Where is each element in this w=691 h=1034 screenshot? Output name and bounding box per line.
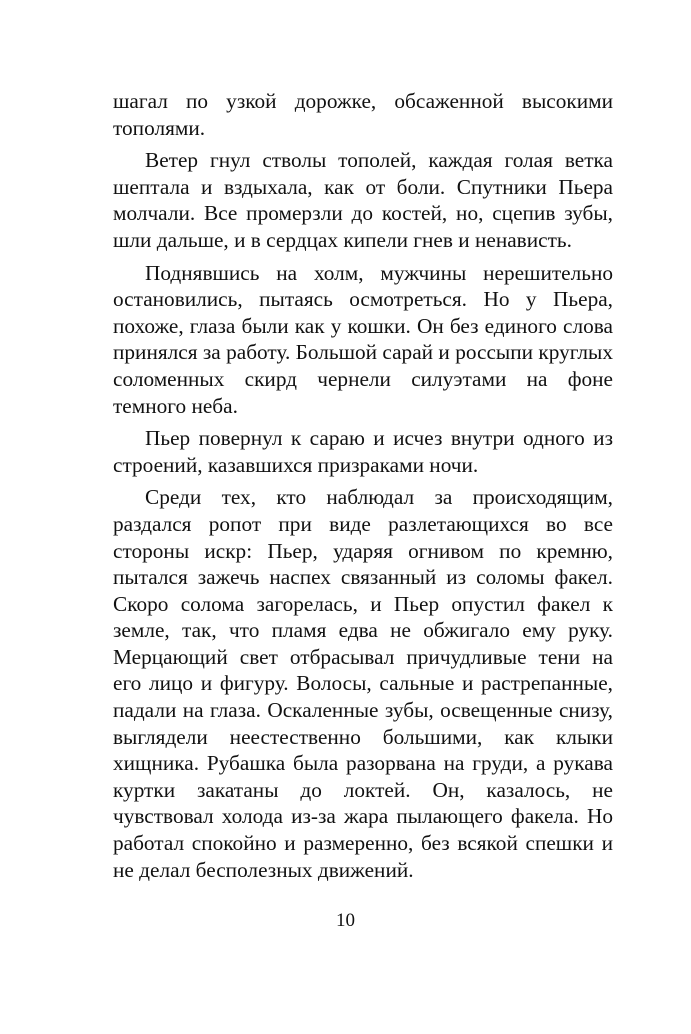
paragraph-4: Пьер повернул к сараю и исчез внутри одного из строений, казавшихся призраками ночи. <box>113 426 613 477</box>
paragraph-3: Поднявшись на холм, мужчины нерешительно остановились, пытаясь осмотреться. Но у Пьера, похоже, глаза были как у кошки. Он без единого слова принялся за работу. Большой сарай и россыпи круглых соломенных скирд чернели силуэтами на фоне темного неба. <box>113 260 613 418</box>
paragraph-5: Среди тех, кто наблюдал за происходящим, раздался ропот при виде разлетающихся во все стороны искр: Пьер, ударяя огнивом по кремню, пытался зажечь наспех связанный из соломы факел. Скоро солома загорелась, и Пьер опустил факел к земле, так, что пламя едва не обжигало ему руку. Мерцающий свет отбрасывал причудливые тени на его лицо и фигуру. Волосы, сальные и растрепанные, падали на глаза. Оскаленные зубы, освещенные снизу, выглядели неестественно большими, как клыки хищника. Рубашка была разорвана на груди, а рукава куртки закатаны до локтей. Он, казалось, не чувствовал холода из-за жара пылающего факела. Но работал спокойно и размеренно, без всякой спешки и не делал бесполезных движений. <box>113 485 613 882</box>
body-text <box>113 88 613 889</box>
paragraph-2: Ветер гнул стволы тополей, каждая голая ветка шептала и вздыхала, как от боли. Спутники Пьера молчали. Все промерзли до костей, но, сцепив зубы, шли дальше, и в сердцах кипели гнев и ненависть. <box>113 148 613 252</box>
page-number: 10 <box>336 910 355 931</box>
paragraph-1: шагал по узкой дорожке, обсаженной высокими тополями. <box>113 89 613 140</box>
